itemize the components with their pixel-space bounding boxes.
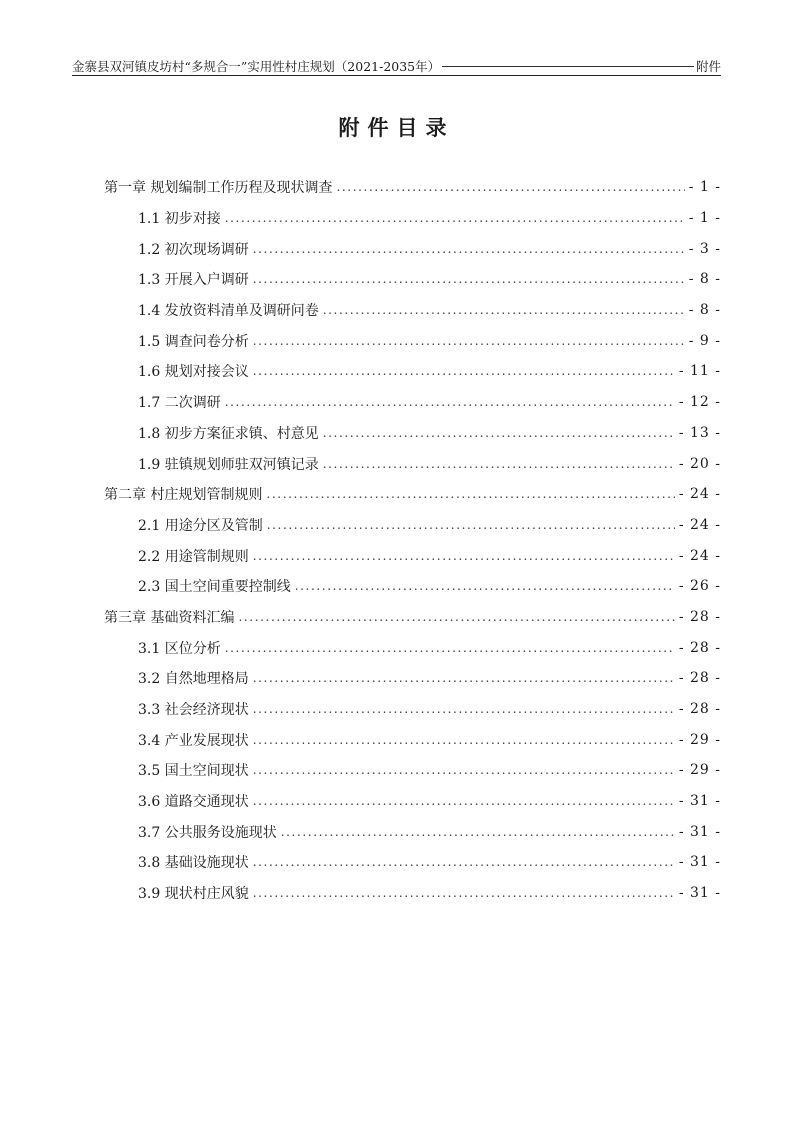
toc-dot-leader [253,794,675,808]
toc-section-entry[interactable] [104,632,721,663]
toc-section-entry[interactable] [104,816,721,847]
toc-section-entry[interactable] [104,510,721,541]
toc-entry-label: 2.1 用途分区及管制 [138,517,263,534]
toc-page-number: - 24 - [678,486,721,503]
toc-section-entry[interactable] [104,878,721,909]
toc-entry-label: 第三章 基础资料汇编 [104,609,235,626]
toc-entry-label: 3.2 自然地理格局 [138,671,249,688]
toc-chapter-entry[interactable] [104,172,721,203]
toc-page-number: - 28 - [678,639,721,656]
header-title: 金寨县双河镇皮坊村“多规合一”实用性村庄规划（2021-2035年） [72,59,441,74]
toc-dot-leader [253,886,675,900]
toc-entry-label: 第一章 规划编制工作历程及现状调查 [104,180,333,197]
toc-dot-leader [253,334,685,348]
toc-entry-label: 3.4 产业发展现状 [138,732,249,749]
toc-dot-leader [253,763,675,777]
toc-page-number: - 9 - [688,332,721,349]
toc-section-entry[interactable] [104,418,721,449]
toc-page-number: - 29 - [678,731,721,748]
page-title: 附件目录 [338,115,455,140]
toc-page-number: - 8 - [688,302,721,319]
toc-dot-leader [323,426,675,440]
toc-entry-label: 2.2 用途管制规则 [138,548,249,565]
toc-entry-label: 1.8 初步方案征求镇、村意见 [138,425,319,442]
toc-section-entry[interactable] [104,387,721,418]
toc-dot-leader [267,518,675,532]
toc-dot-leader [253,364,675,378]
toc-section-entry[interactable] [104,663,721,694]
toc-section-entry[interactable] [104,203,721,234]
toc-chapter-entry[interactable] [104,479,721,510]
toc-entry-label: 3.8 基础设施现状 [138,855,249,872]
toc-page-number: - 29 - [678,762,721,779]
toc-page-number: - 28 - [678,701,721,718]
toc-entry-label: 3.5 国土空间现状 [138,763,249,780]
toc-page-number: - 31 - [678,823,721,840]
toc-entry-label: 1.6 规划对接会议 [138,364,249,381]
toc-dot-leader [253,549,675,563]
toc-dot-leader [266,487,674,501]
toc-section-entry[interactable] [104,264,721,295]
toc-chapter-entry[interactable] [104,602,721,633]
toc-dot-leader [253,272,685,286]
toc-page-number: - 1 - [688,179,721,196]
toc-entry-label: 3.9 现状村庄风貌 [138,886,249,903]
toc-entry-label: 1.3 开展入户调研 [138,272,249,289]
toc-dot-leader [253,855,675,869]
toc-entry-label: 1.7 二次调研 [138,395,221,412]
toc-page-number: - 31 - [678,885,721,902]
toc-section-entry[interactable] [104,694,721,725]
toc-page-number: - 31 - [678,793,721,810]
toc-section-entry[interactable] [104,847,721,878]
toc-page-number: - 24 - [678,547,721,564]
table-of-contents [104,172,721,909]
toc-dot-leader [225,211,685,225]
header-dash-leader [442,66,694,67]
toc-page-number: - 8 - [688,271,721,288]
toc-entry-label: 2.3 国土空间重要控制线 [138,579,291,596]
toc-section-entry[interactable] [104,448,721,479]
toc-entry-label: 3.7 公共服务设施现状 [138,824,277,841]
toc-dot-leader [253,242,685,256]
header-section-label: 附件 [695,59,721,74]
toc-page-number: - 28 - [678,670,721,687]
toc-section-entry[interactable] [104,540,721,571]
toc-section-entry[interactable] [104,233,721,264]
running-header [72,57,721,75]
toc-dot-leader [253,733,675,747]
toc-dot-leader [253,702,675,716]
header-rule [72,75,721,76]
toc-section-entry[interactable] [104,325,721,356]
toc-dot-leader [253,671,675,685]
toc-dot-leader [238,610,674,624]
toc-entry-label: 1.4 发放资料清单及调研问卷 [138,303,319,320]
toc-section-entry[interactable] [104,356,721,387]
toc-dot-leader [336,180,684,194]
toc-page-number: - 3 - [688,240,721,257]
toc-entry-label: 1.2 初次现场调研 [138,241,249,258]
toc-section-entry[interactable] [104,724,721,755]
toc-section-entry[interactable] [104,295,721,326]
toc-page-number: - 20 - [678,455,721,472]
toc-dot-leader [225,395,675,409]
toc-section-entry[interactable] [104,786,721,817]
toc-dot-leader [323,457,675,471]
toc-dot-leader [225,641,675,655]
toc-page-number: - 1 - [688,210,721,227]
toc-dot-leader [323,303,685,317]
toc-entry-label: 1.1 初步对接 [138,211,221,228]
toc-entry-label: 1.5 调查问卷分析 [138,333,249,350]
toc-entry-label: 3.3 社会经济现状 [138,702,249,719]
toc-entry-label: 第二章 村庄规划管制规则 [104,487,263,504]
toc-entry-label: 3.6 道路交通现状 [138,794,249,811]
toc-dot-leader [281,825,675,839]
toc-page-number: - 28 - [678,608,721,625]
toc-section-entry[interactable] [104,755,721,786]
toc-page-number: - 24 - [678,516,721,533]
toc-page-number: - 13 - [678,424,721,441]
toc-page-number: - 26 - [678,578,721,595]
toc-page-number: - 12 - [678,394,721,411]
toc-page-number: - 31 - [678,854,721,871]
toc-dot-leader [295,579,675,593]
toc-section-entry[interactable] [104,571,721,602]
toc-entry-label: 3.1 区位分析 [138,640,221,657]
toc-page-number: - 11 - [678,363,721,380]
toc-entry-label: 1.9 驻镇规划师驻双河镇记录 [138,456,319,473]
